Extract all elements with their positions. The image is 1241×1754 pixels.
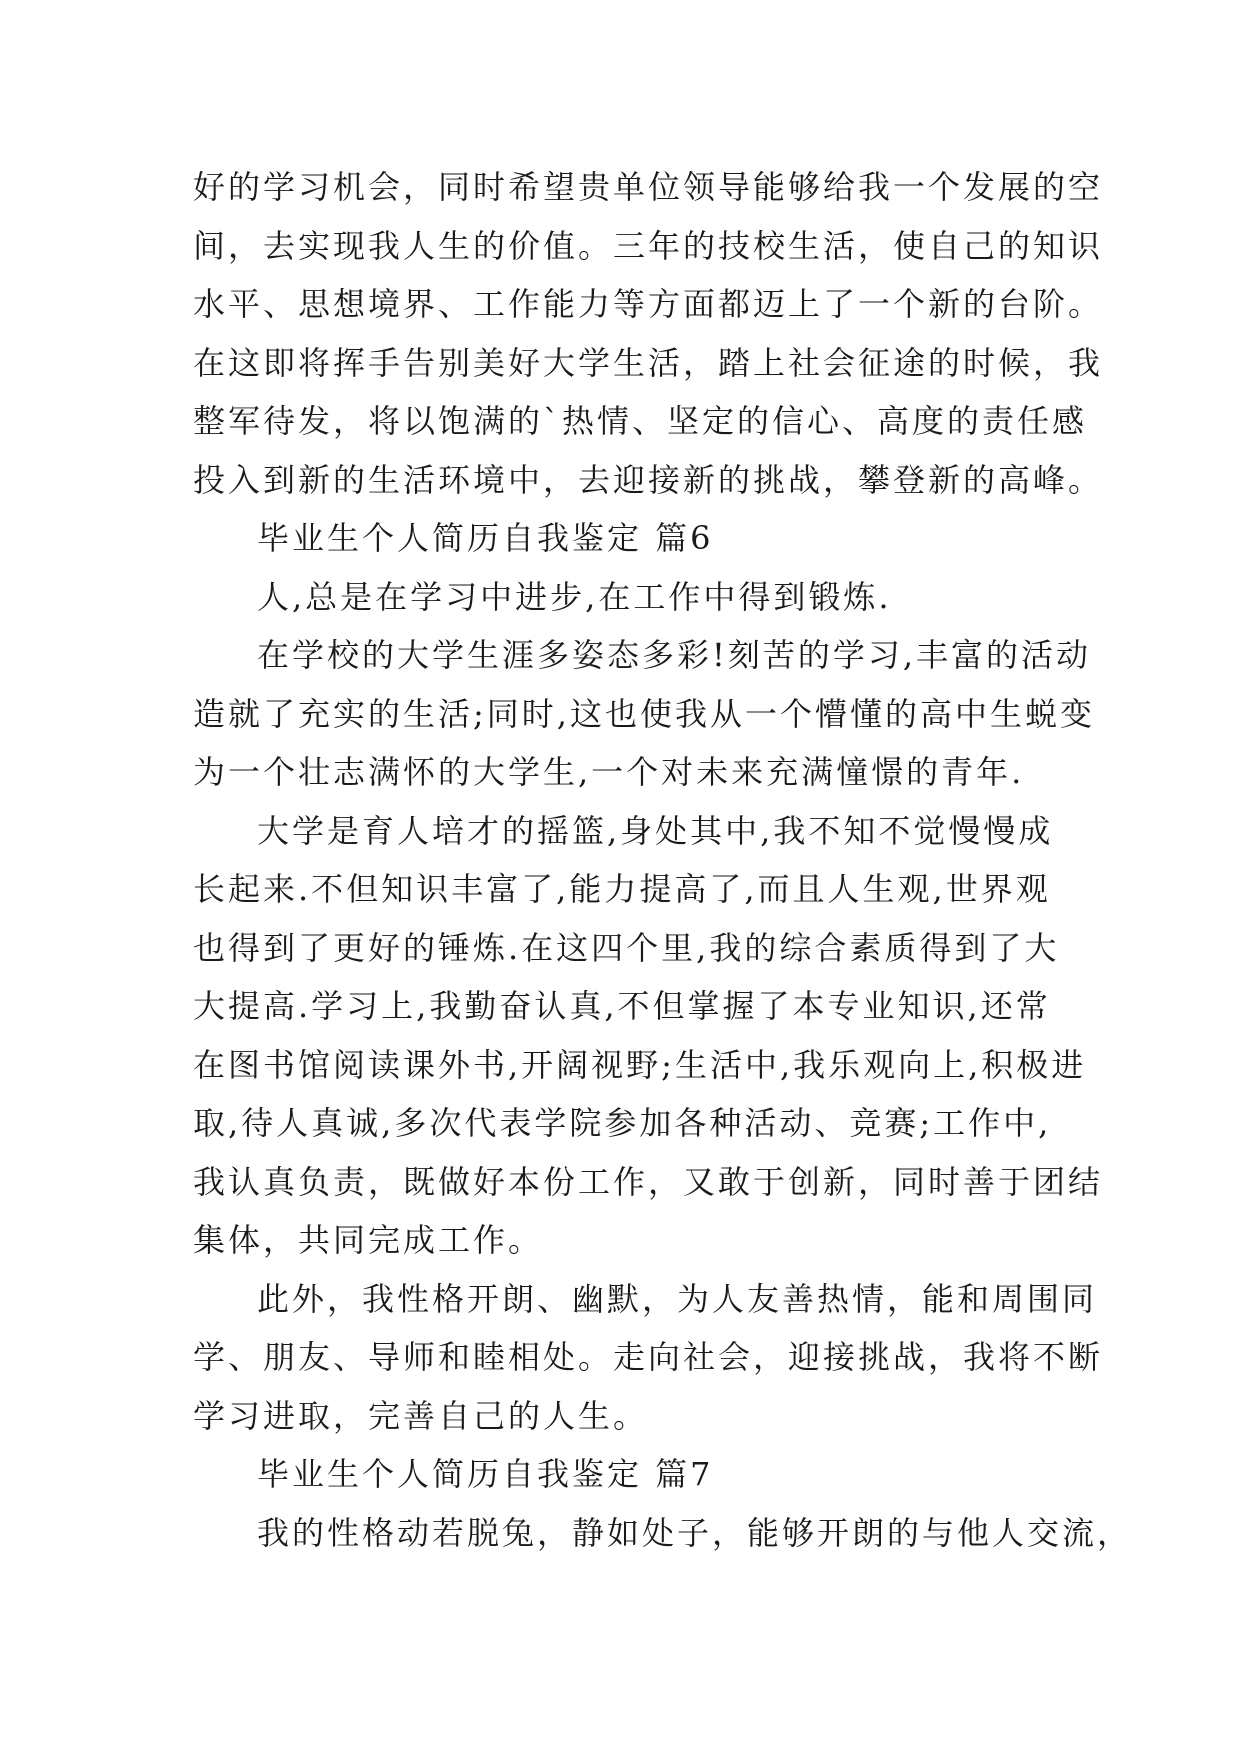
body-text	[193, 158, 1133, 1562]
text-line: 大提高.学习上,我勤奋认真,不但掌握了本专业知识,还常	[193, 987, 1051, 1025]
text-line: 学、朋友、导师和睦相处。走向社会，迎接挑战，我将不断	[193, 1338, 1104, 1376]
text-line: 我的性格动若脱兔，静如处子，能够开朗的与他人交流，	[257, 1513, 1133, 1552]
text-line: 在图书馆阅读课外书,开阔视野;生活中,我乐观向上,积极进	[193, 1045, 1087, 1084]
text-line: 长起来.不但知识丰富了,能力提高了,而且人生观,世界观	[193, 870, 1051, 908]
text-line: 造就了充实的生活;同时,这也使我从一个懵懂的高中生蜕变	[193, 694, 1095, 733]
text-line: 集体，共同完成工作。	[193, 1221, 544, 1259]
text-line: 为一个壮志满怀的大学生,一个对未来充满憧憬的青年.	[193, 753, 1025, 791]
text-line: 水平、思想境界、工作能力等方面都迈上了一个新的台阶。	[193, 285, 1104, 323]
text-line: 投入到新的生活环境中，去迎接新的挑战，攀登新的高峰。	[193, 460, 1104, 499]
text-line: 学习进取，完善自己的人生。	[193, 1396, 649, 1435]
section-heading: 毕业生个人简历自我鉴定 篇7	[257, 1455, 714, 1493]
section-heading: 毕业生个人简历自我鉴定 篇6	[257, 519, 714, 557]
text-line: 我认真负责，既做好本份工作，又敢于创新，同时善于团结	[193, 1162, 1104, 1201]
text-line: 大学是育人培才的摇篮,身处其中,我不知不觉慢慢成	[257, 811, 1054, 850]
text-line: 整军待发，将以饱满的`热情、坚定的信心、高度的责任感	[193, 402, 1088, 440]
text-line: 在这即将挥手告别美好大学生活，踏上社会征途的时候，我	[193, 343, 1104, 382]
text-line: 在学校的大学生涯多姿态多彩!刻苦的学习,丰富的活动	[257, 636, 1092, 674]
text-line: 间，去实现我人生的价值。三年的技校生活，使自己的知识	[193, 226, 1104, 265]
text-line: 人,总是在学习中进步,在工作中得到锻炼.	[257, 577, 892, 616]
text-line: 好的学习机会，同时希望贵单位领导能够给我一个发展的空	[193, 168, 1104, 206]
text-line: 取,待人真诚,多次代表学院参加各种活动、竞赛;工作中,	[193, 1104, 1052, 1142]
text-line: 也得到了更好的锤炼.在这四个里,我的综合素质得到了大	[193, 928, 1060, 967]
text-line: 此外，我性格开朗、幽默，为人友善热情，能和周围同	[257, 1279, 1098, 1318]
